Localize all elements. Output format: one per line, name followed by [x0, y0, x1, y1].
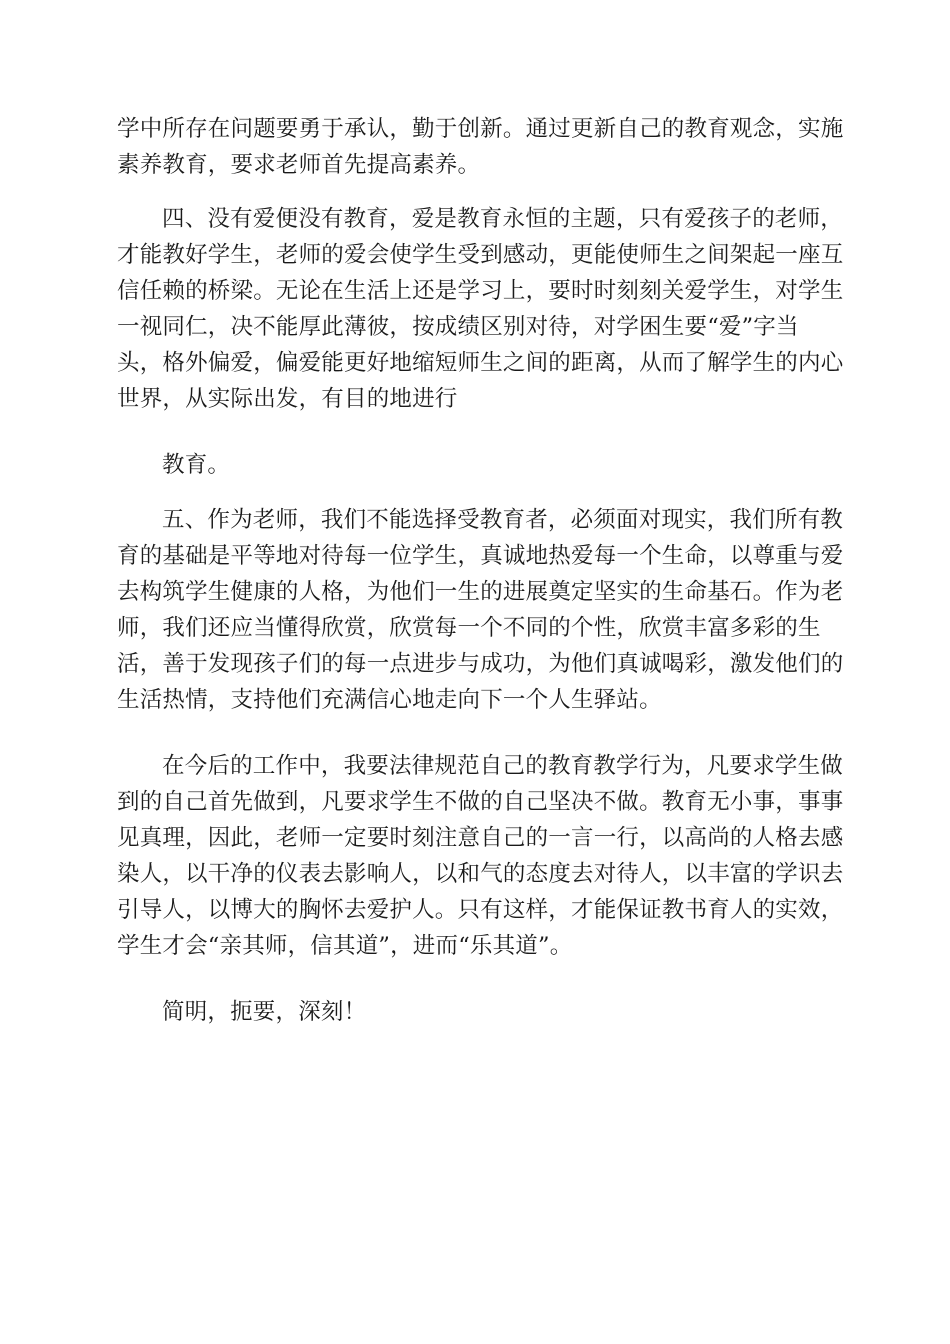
text-line: 生活热情，支持他们充满信心地走向下一个人生驿站。 — [117, 687, 662, 713]
paragraph-1 — [117, 111, 844, 183]
paragraph-4 — [117, 502, 844, 718]
text-line: 学中所存在问题要勇于承认，勤于创新。通过更新自己的教育观念，实施 — [117, 116, 844, 142]
text-line: 活，善于发现孩子们的每一点进步与成功，为他们真诚喝彩，激发他们的 — [117, 651, 844, 677]
text-line: 五、作为老师，我们不能选择受教育者，必须面对现实，我们所有教 — [162, 507, 844, 533]
paragraph-5 — [117, 748, 844, 964]
paragraph-6 — [117, 994, 832, 1030]
text-line: 学生才会“亲其师，信其道”，进而“乐其道”。 — [117, 933, 573, 959]
text-line: 到的自己首先做到，凡要求学生不做的自己坚决不做。教育无小事，事事 — [117, 789, 844, 815]
text-line: 教育。 — [162, 452, 231, 478]
text-line: 世界，从实际出发，有目的地进行 — [117, 386, 458, 412]
paragraph-3 — [117, 447, 832, 483]
text-line: 师，我们还应当懂得欣赏，欣赏每一个不同的个性，欣赏丰富多彩的生 — [117, 615, 821, 641]
text-line: 去构筑学生健康的人格，为他们一生的进展奠定坚实的生命基石。作为老 — [117, 579, 844, 605]
text-line: 素养教育，要求老师首先提高素养。 — [117, 152, 481, 178]
text-line: 染人，以干净的仪表去影响人，以和气的态度去对待人，以丰富的学识去 — [117, 861, 844, 887]
text-line: 信任赖的桥梁。无论在生活上还是学习上，要时时刻刻关爱学生，对学生 — [117, 278, 844, 304]
text-line: 简明，扼要，深刻！ — [162, 999, 367, 1025]
paragraph-2 — [117, 201, 844, 417]
text-line: 育的基础是平等地对待每一位学生，真诚地热爱每一个生命，以尊重与爱 — [117, 543, 844, 569]
text-line: 引导人，以博大的胸怀去爱护人。只有这样，才能保证教书育人的实效， — [117, 897, 844, 923]
text-line: 在今后的工作中，我要法律规范自己的教育教学行为，凡要求学生做 — [162, 753, 844, 779]
text-line: 头，格外偏爱，偏爱能更好地缩短师生之间的距离，从而了解学生的内心 — [117, 350, 844, 376]
text-line: 才能教好学生，老师的爱会使学生受到感动，更能使师生之间架起一座互 — [117, 242, 844, 268]
text-line: 四、没有爱便没有教育，爱是教育永恒的主题，只有爱孩子的老师， — [162, 206, 844, 232]
text-line: 见真理，因此，老师一定要时刻注意自己的一言一行，以高尚的人格去感 — [117, 825, 844, 851]
text-line: 一视同仁，决不能厚此薄彼，按成绩区别对待，对学困生要“爱”字当 — [117, 314, 799, 340]
